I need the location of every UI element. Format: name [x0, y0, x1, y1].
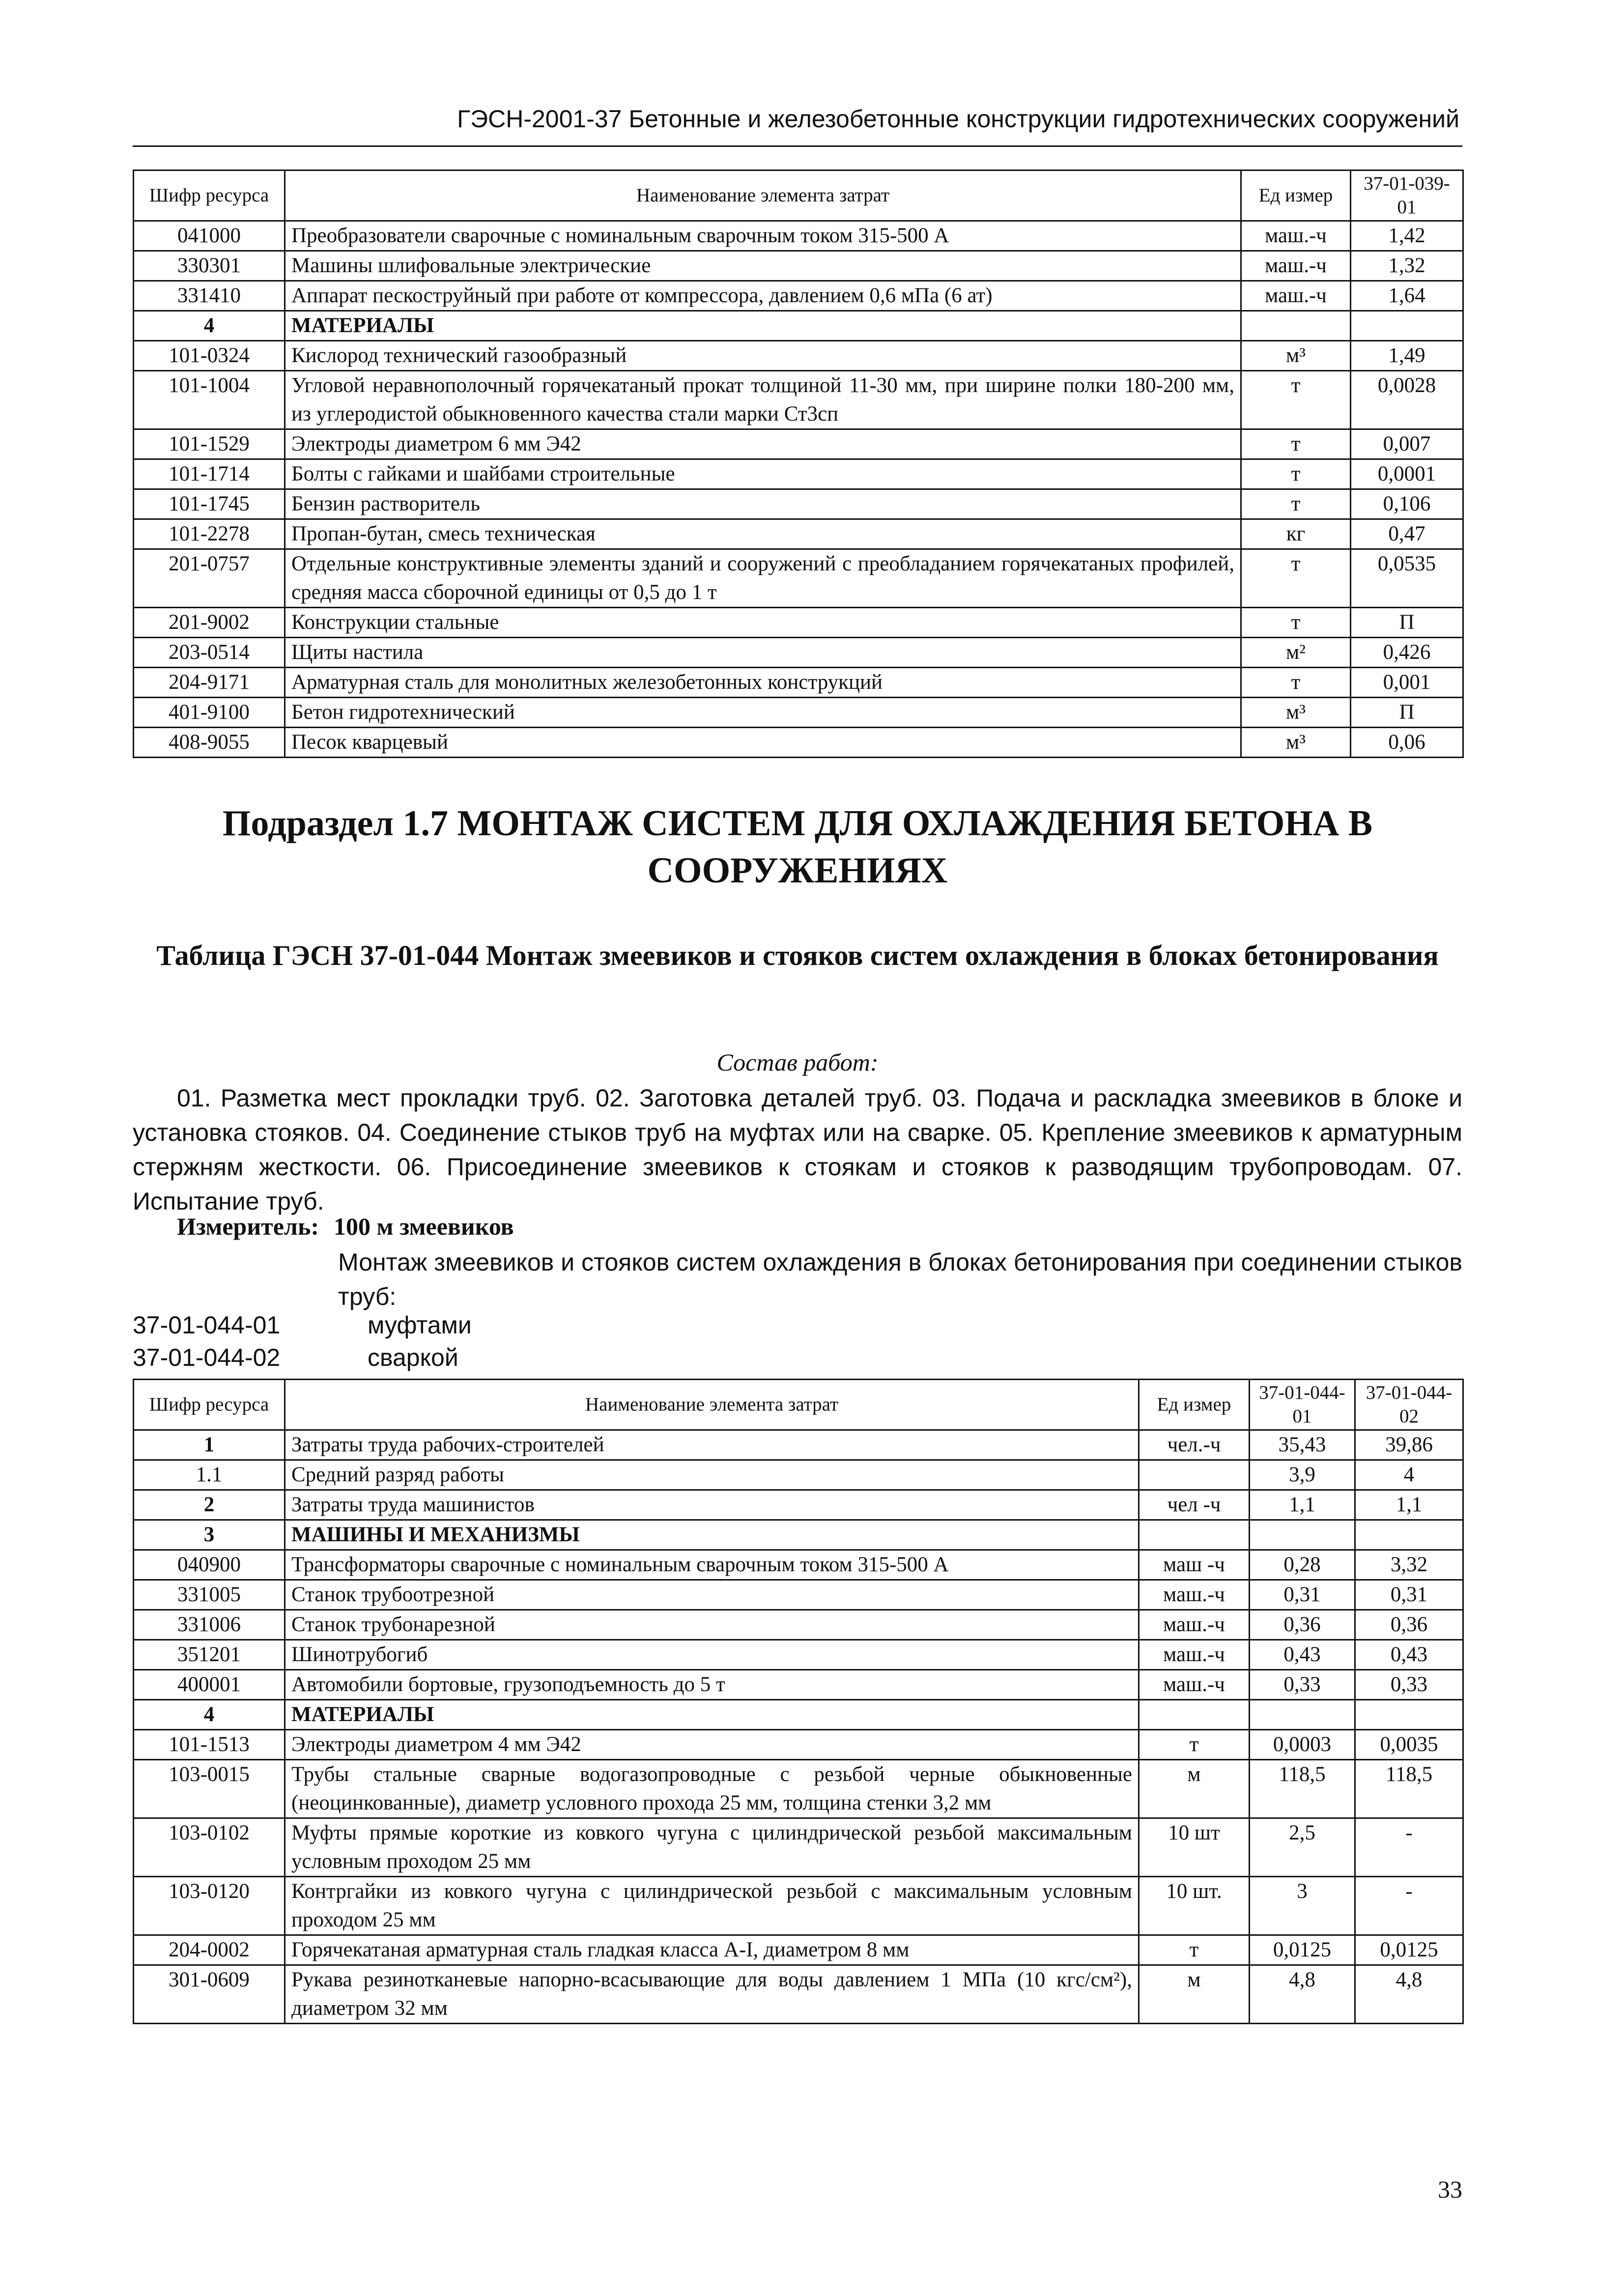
table-row — [134, 1490, 1463, 1520]
unit-cell: м — [1139, 1965, 1250, 2024]
page-number: 33 — [1438, 2176, 1462, 2203]
resource-name-cell: Электроды диаметром 4 мм Э42 — [285, 1730, 1139, 1760]
unit-cell: 10 шт — [1139, 1818, 1250, 1877]
subsection-title: Подраздел 1.7 МОНТАЖ СИСТЕМ ДЛЯ ОХЛАЖДЕНИЯ БЕТОНА В СООРУЖЕНИЯХ — [222, 803, 1373, 891]
value-cell: 0,36 — [1250, 1610, 1355, 1640]
table-row — [134, 519, 1463, 549]
resource-name-cell: Затраты труда рабочих-строителей — [285, 1430, 1139, 1460]
table-row — [134, 371, 1463, 429]
table-row — [134, 1460, 1463, 1490]
resource-code-cell: 101-1714 — [134, 459, 285, 489]
resource-code-cell: 408-9055 — [134, 728, 285, 758]
unit-cell: м³ — [1241, 728, 1351, 758]
value-cell: 4,8 — [1250, 1965, 1355, 2024]
unit-cell: маш.-ч — [1139, 1610, 1250, 1640]
value-cell: 0,33 — [1355, 1670, 1463, 1700]
resource-code-cell: 3 — [134, 1520, 285, 1550]
section-row — [134, 1520, 1463, 1550]
table-row — [134, 429, 1463, 459]
resource-name-cell: Аппарат пескоструйный при работе от компрессора, давлением 0,6 мПа (6 ат) — [285, 281, 1241, 311]
norm-intro: Монтаж змеевиков и стояков систем охлаждения в блоках бетонирования при соединении стыков труб: — [338, 1248, 1462, 1310]
resource-name-cell: Машины шлифовальные электрические — [285, 251, 1241, 281]
value-cell: 1,1 — [1355, 1490, 1463, 1520]
resource-name-cell: Угловой неравнополочный горячекатаный прокат толщиной 11-30 мм, при ширине полки 180-200 мм, из углеродистой обыкновенного качества стали марки Ст3сп — [285, 371, 1241, 429]
table-row — [134, 638, 1463, 668]
value-cell: 0,43 — [1355, 1640, 1463, 1670]
unit-cell — [1139, 1520, 1250, 1550]
meter-line — [177, 1211, 514, 1242]
table-row — [134, 1550, 1463, 1580]
table-row — [134, 1580, 1463, 1610]
norm-code: 37-01-044-02 — [133, 1344, 281, 1371]
column-header: Наименование элемента затрат — [285, 170, 1241, 221]
resource-code-cell: 041000 — [134, 221, 285, 251]
table-row — [134, 1640, 1463, 1670]
value-cell: 1,32 — [1351, 251, 1463, 281]
value-cell: 0,0001 — [1351, 459, 1463, 489]
resource-code-cell: 1 — [134, 1430, 285, 1460]
resource-code-cell: 301-0609 — [134, 1965, 285, 2024]
unit-cell: т — [1241, 608, 1351, 638]
resource-name-cell: Станок трубоотрезной — [285, 1580, 1139, 1610]
value-cell: 1,1 — [1250, 1490, 1355, 1520]
table-header-row — [134, 1380, 1463, 1430]
unit-cell: т — [1241, 549, 1351, 608]
unit-cell: кг — [1241, 519, 1351, 549]
resource-code-cell: 040900 — [134, 1550, 285, 1580]
resource-code-cell: 331006 — [134, 1610, 285, 1640]
column-header: Шифр ресурса — [134, 170, 285, 221]
unit-cell: маш -ч — [1139, 1550, 1250, 1580]
section-row — [134, 1700, 1463, 1730]
value-cell: 0,001 — [1351, 668, 1463, 698]
meter-value: 100 м змеевиков — [334, 1213, 514, 1240]
meter-label: Измеритель: — [177, 1213, 319, 1240]
value-cell: - — [1355, 1818, 1463, 1877]
value-cell: 118,5 — [1250, 1760, 1355, 1818]
unit-cell: маш.-ч — [1139, 1580, 1250, 1610]
resource-name-cell: Контргайки из ковкого чугуна с цилиндрической резьбой с максимальным условным проходом 25 мм — [285, 1877, 1139, 1935]
resource-code-cell: 203-0514 — [134, 638, 285, 668]
value-cell: П — [1351, 608, 1463, 638]
resource-code-cell: 101-2278 — [134, 519, 285, 549]
resource-code-cell: 204-9171 — [134, 668, 285, 698]
resource-code-cell: 204-0002 — [134, 1935, 285, 1965]
unit-cell: 10 шт. — [1139, 1877, 1250, 1935]
value-cell: 0,0125 — [1355, 1935, 1463, 1965]
value-cell: 0,0125 — [1250, 1935, 1355, 1965]
norm-code: 37-01-044-01 — [133, 1311, 281, 1339]
unit-cell: маш.-ч — [1139, 1640, 1250, 1670]
column-header: Ед измер — [1241, 170, 1351, 221]
value-cell: 0,0535 — [1351, 549, 1463, 608]
table-row — [134, 1935, 1463, 1965]
value-cell: 3,32 — [1355, 1550, 1463, 1580]
value-cell: 0,47 — [1351, 519, 1463, 549]
header-rule — [133, 145, 1462, 147]
resource-table-37-01-039 — [133, 170, 1464, 758]
table-body — [134, 221, 1463, 758]
table-row — [134, 608, 1463, 638]
value-cell: 0,007 — [1351, 429, 1463, 459]
resource-code-cell: 101-1004 — [134, 371, 285, 429]
resource-code-cell: 201-0757 — [134, 549, 285, 608]
resource-code-cell: 2 — [134, 1490, 285, 1520]
table-row — [134, 698, 1463, 728]
table-title: Таблица ГЭСН 37-01-044 Монтаж змеевиков и стояков систем охлаждения в блоках бетонирования — [156, 939, 1439, 971]
table-row — [134, 1760, 1463, 1818]
resource-name-cell: Щиты настила — [285, 638, 1241, 668]
unit-cell: т — [1241, 371, 1351, 429]
norm-row — [133, 1309, 722, 1341]
unit-cell: чел.-ч — [1139, 1430, 1250, 1460]
unit-cell: чел -ч — [1139, 1490, 1250, 1520]
value-cell: 1,64 — [1351, 281, 1463, 311]
table-body — [134, 1430, 1463, 2024]
resource-code-cell: 103-0015 — [134, 1760, 285, 1818]
resource-name-cell: Болты с гайками и шайбами строительные — [285, 459, 1241, 489]
unit-cell: маш.-ч — [1241, 251, 1351, 281]
value-cell: 0,106 — [1351, 489, 1463, 519]
value-cell: 0,36 — [1355, 1610, 1463, 1640]
value-cell: 0,43 — [1250, 1640, 1355, 1670]
column-header: Ед измер — [1139, 1380, 1250, 1430]
resource-code-cell: 101-0324 — [134, 341, 285, 371]
value-cell: 118,5 — [1355, 1760, 1463, 1818]
resource-code-cell: 351201 — [134, 1640, 285, 1670]
value-cell: 0,0003 — [1250, 1730, 1355, 1760]
resource-name-cell: Станок трубонарезной — [285, 1610, 1139, 1640]
unit-cell: т — [1241, 668, 1351, 698]
table-row — [134, 221, 1463, 251]
table-row — [134, 1877, 1463, 1935]
resource-code-cell: 401-9100 — [134, 698, 285, 728]
column-header: Шифр ресурса — [134, 1380, 285, 1430]
composition-text: 01. Разметка мест прокладки труб. 02. Заготовка деталей труб. 03. Подача и раскладка змеевиков в блоке и установка стояков. 04. Соединение стыков труб на муфтах или на сварке. 05. Крепление змеевиков к арматурным стержням жесткости. 06. Присоединение змеевиков к стоякам и стояков к разводящим трубопроводам. 07. Испытание труб. — [133, 1084, 1462, 1215]
resource-name-cell: Средний разряд работы — [285, 1460, 1139, 1490]
resource-name-cell: Шинотрубогиб — [285, 1640, 1139, 1670]
resource-name-cell: Бензин растворитель — [285, 489, 1241, 519]
value-cell: 1,49 — [1351, 341, 1463, 371]
resource-name-cell: Затраты труда машинистов — [285, 1490, 1139, 1520]
unit-cell: т — [1241, 459, 1351, 489]
value-cell — [1250, 1520, 1355, 1550]
table-row — [134, 341, 1463, 371]
table-header-row — [134, 170, 1463, 221]
resource-name-cell: МАШИНЫ И МЕХАНИЗМЫ — [285, 1520, 1139, 1550]
resource-name-cell: Конструкции стальные — [285, 608, 1241, 638]
value-cell: 0,0028 — [1351, 371, 1463, 429]
column-header: Наименование элемента затрат — [285, 1380, 1139, 1430]
resource-name-cell: Рукава резинотканевые напорно-всасывающие для воды давлением 1 МПа (10 кгс/см²), диаметром 32 мм — [285, 1965, 1139, 2024]
unit-cell — [1241, 311, 1351, 341]
unit-cell: м³ — [1241, 698, 1351, 728]
table-row — [134, 251, 1463, 281]
resource-name-cell: Автомобили бортовые, грузоподъемность до 5 т — [285, 1670, 1139, 1700]
table-row — [134, 1670, 1463, 1700]
resource-name-cell: МАТЕРИАЛЫ — [285, 1700, 1139, 1730]
resource-name-cell: Горячекатаная арматурная сталь гладкая класса А-I, диаметром 8 мм — [285, 1935, 1139, 1965]
value-cell: - — [1355, 1877, 1463, 1935]
resource-table-37-01-044 — [133, 1379, 1464, 2024]
resource-name-cell: Кислород технический газообразный — [285, 341, 1241, 371]
table-row — [134, 1610, 1463, 1640]
value-cell: 1,42 — [1351, 221, 1463, 251]
table-row — [134, 549, 1463, 608]
unit-cell: маш.-ч — [1241, 221, 1351, 251]
value-cell — [1250, 1700, 1355, 1730]
table-row — [134, 728, 1463, 758]
section-row — [134, 311, 1463, 341]
table-row — [134, 1730, 1463, 1760]
unit-cell: м³ — [1241, 341, 1351, 371]
table-row — [134, 281, 1463, 311]
column-header: 37-01-044-02 — [1355, 1380, 1463, 1430]
value-cell: 0,28 — [1250, 1550, 1355, 1580]
unit-cell — [1139, 1700, 1250, 1730]
resource-code-cell: 1.1 — [134, 1460, 285, 1490]
norm-text: сваркой — [368, 1344, 458, 1371]
resource-name-cell: МАТЕРИАЛЫ — [285, 311, 1241, 341]
value-cell — [1351, 311, 1463, 341]
table-row — [134, 1818, 1463, 1877]
value-cell: 0,33 — [1250, 1670, 1355, 1700]
resource-code-cell: 101-1529 — [134, 429, 285, 459]
table-row — [134, 1430, 1463, 1460]
norm-row — [133, 1341, 722, 1374]
unit-cell: т — [1241, 429, 1351, 459]
value-cell: 0,0035 — [1355, 1730, 1463, 1760]
resource-name-cell: Пропан-бутан, смесь техническая — [285, 519, 1241, 549]
unit-cell: т — [1139, 1730, 1250, 1760]
resource-code-cell: 103-0120 — [134, 1877, 285, 1935]
value-cell — [1355, 1520, 1463, 1550]
table-row — [134, 668, 1463, 698]
resource-name-cell: Электроды диаметром 6 мм Э42 — [285, 429, 1241, 459]
value-cell — [1355, 1700, 1463, 1730]
unit-cell: маш.-ч — [1241, 281, 1351, 311]
column-header: 37-01-039-01 — [1351, 170, 1463, 221]
unit-cell: м² — [1241, 638, 1351, 668]
value-cell: 4 — [1355, 1460, 1463, 1490]
resource-code-cell: 4 — [134, 311, 285, 341]
norm-text: муфтами — [368, 1311, 472, 1339]
resource-name-cell: Муфты прямые короткие из ковкого чугуна с цилиндрической резьбой максимальным условным проходом 25 мм — [285, 1818, 1139, 1877]
resource-code-cell: 4 — [134, 1700, 285, 1730]
value-cell: П — [1351, 698, 1463, 728]
column-header: 37-01-044-01 — [1250, 1380, 1355, 1430]
resource-code-cell: 103-0102 — [134, 1818, 285, 1877]
resource-name-cell: Преобразователи сварочные с номинальным сварочным током 315-500 А — [285, 221, 1241, 251]
table-row — [134, 489, 1463, 519]
unit-cell: м — [1139, 1760, 1250, 1818]
value-cell: 0,06 — [1351, 728, 1463, 758]
unit-cell: т — [1241, 489, 1351, 519]
value-cell: 0,31 — [1355, 1580, 1463, 1610]
unit-cell — [1139, 1460, 1250, 1490]
value-cell: 3 — [1250, 1877, 1355, 1935]
running-title: ГЭСН-2001-37 Бетонные и железобетонные конструкции гидротехнических сооружений — [457, 105, 1459, 133]
value-cell: 39,86 — [1355, 1430, 1463, 1460]
resource-name-cell: Бетон гидротехнический — [285, 698, 1241, 728]
resource-code-cell: 330301 — [134, 251, 285, 281]
value-cell: 35,43 — [1250, 1430, 1355, 1460]
resource-code-cell: 101-1745 — [134, 489, 285, 519]
unit-cell: маш.-ч — [1139, 1670, 1250, 1700]
resource-code-cell: 201-9002 — [134, 608, 285, 638]
unit-cell: т — [1139, 1935, 1250, 1965]
resource-code-cell: 331005 — [134, 1580, 285, 1610]
composition-label: Состав работ: — [716, 1048, 879, 1076]
resource-code-cell: 331410 — [134, 281, 285, 311]
value-cell: 4,8 — [1355, 1965, 1463, 2024]
resource-code-cell: 101-1513 — [134, 1730, 285, 1760]
value-cell: 0,426 — [1351, 638, 1463, 668]
table-row — [134, 459, 1463, 489]
value-cell: 0,31 — [1250, 1580, 1355, 1610]
resource-name-cell: Трансформаторы сварочные с номинальным сварочным током 315-500 А — [285, 1550, 1139, 1580]
resource-code-cell: 400001 — [134, 1670, 285, 1700]
resource-name-cell: Отдельные конструктивные элементы зданий и сооружений с преобладанием горячекатаных профилей, средняя масса сборочной единицы от 0,5 до 1 т — [285, 549, 1241, 608]
resource-name-cell: Трубы стальные сварные водогазопроводные с резьбой черные обыкновенные (неоцинкованные), диаметр условного прохода 25 мм, толщина стенки 3,2 мм — [285, 1760, 1139, 1818]
resource-name-cell: Песок кварцевый — [285, 728, 1241, 758]
value-cell: 3,9 — [1250, 1460, 1355, 1490]
resource-name-cell: Арматурная сталь для монолитных железобетонных конструкций — [285, 668, 1241, 698]
value-cell: 2,5 — [1250, 1818, 1355, 1877]
table-row — [134, 1965, 1463, 2024]
